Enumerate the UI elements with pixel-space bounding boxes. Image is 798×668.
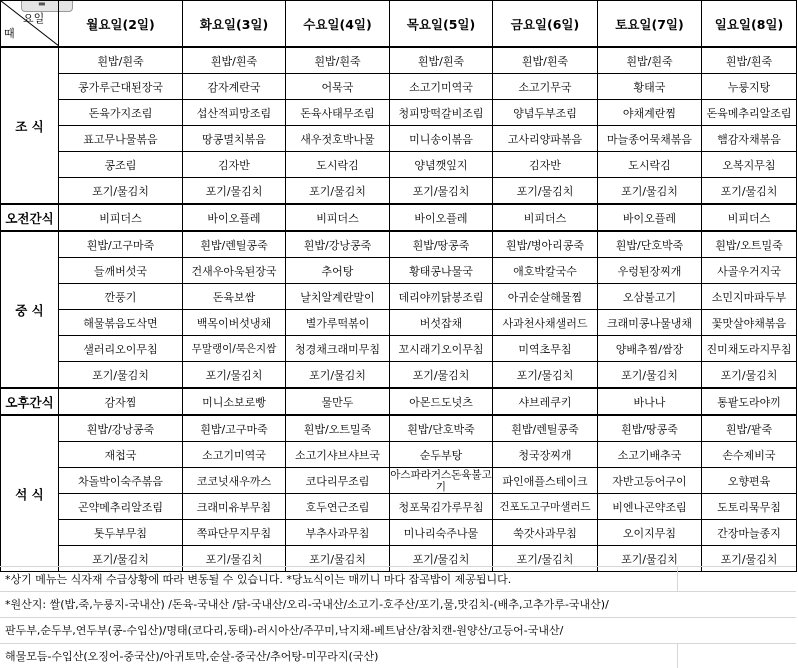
snack-cell: 바이오플레 [390, 204, 493, 231]
menu-cell: 미역초무침 [493, 336, 598, 362]
menu-cell: 간장마늘종지 [702, 520, 797, 546]
day-header: 일요일(8일) [702, 1, 797, 48]
snack-cell: 바나나 [598, 388, 702, 415]
menu-cell: 사골우거지국 [702, 258, 797, 284]
menu-cell: 포기/물김치 [286, 178, 390, 205]
menu-cell: 포기/물김치 [183, 178, 286, 205]
menu-cell: 톳두부무침 [59, 520, 183, 546]
note-line [0, 566, 796, 591]
menu-cell: 어묵국 [286, 74, 390, 100]
menu-cell: 흰밥/땅콩죽 [598, 415, 702, 442]
menu-cell: 흰밥/고구마죽 [183, 415, 286, 442]
morning-snack-label: 오전간식 [1, 204, 59, 231]
menu-cell: 흰밥/팥죽 [702, 415, 797, 442]
menu-cell: 포기/물김치 [183, 546, 286, 572]
breakfast-row [1, 178, 797, 205]
menu-cell: 양념깻잎지 [390, 152, 493, 178]
menu-cell: 오복지무침 [702, 152, 797, 178]
menu-cell: 도토리묵무침 [702, 494, 797, 520]
menu-cell: 쪽파단무지무침 [183, 520, 286, 546]
menu-cell: 데리야끼닭봉조림 [390, 284, 493, 310]
menu-cell: 돈육메추리알조림 [702, 100, 797, 126]
menu-cell: 청국장찌개 [493, 442, 598, 468]
menu-cell: 파인애플스테이크 [493, 468, 598, 494]
snack-cell: 비피더스 [493, 204, 598, 231]
menu-cell: 소고기샤브샤브국 [286, 442, 390, 468]
menu-cell: 표고무나물볶음 [59, 126, 183, 152]
menu-cell: 곤약메추리알조림 [59, 494, 183, 520]
breakfast-row [1, 47, 797, 74]
menu-cell: 호두연근조림 [286, 494, 390, 520]
menu-cell: 포기/물김치 [286, 546, 390, 572]
menu-cell: 해물볶음도삭면 [59, 310, 183, 336]
menu-cell: 흰밥/병아리콩죽 [493, 231, 598, 258]
menu-cell: 돈육가지조림 [59, 100, 183, 126]
menu-cell: 미나리숙주나물 [390, 520, 493, 546]
menu-cell: 황태국 [598, 74, 702, 100]
menu-cell: 청경채크래미무침 [286, 336, 390, 362]
menu-cell: 포기/물김치 [493, 362, 598, 389]
lunch-row [1, 310, 797, 336]
menu-cell: 사과천사채샐러드 [493, 310, 598, 336]
menu-cell: 재첩국 [59, 442, 183, 468]
menu-cell: 자반고등어구이 [598, 468, 702, 494]
breakfast-label: 조 식 [1, 47, 59, 204]
menu-cell: 흰밥/흰죽 [390, 47, 493, 74]
snack-cell: 바이오플레 [183, 204, 286, 231]
menu-cell: 포기/물김치 [390, 546, 493, 572]
breakfast-row [1, 126, 797, 152]
menu-cell: 양념두부조림 [493, 100, 598, 126]
lunch-row [1, 258, 797, 284]
day-header: 월요일(2일) [59, 1, 183, 48]
menu-cell: 도시락김 [598, 152, 702, 178]
day-header: 목요일(5일) [390, 1, 493, 48]
menu-cell: 포기/물김치 [59, 178, 183, 205]
menu-cell: 청피망떡갈비조림 [390, 100, 493, 126]
menu-cell: 포기/물김치 [598, 178, 702, 205]
menu-cell: 포기/물김치 [59, 546, 183, 572]
menu-cell: 아귀순살해물찜 [493, 284, 598, 310]
note-line [0, 617, 796, 642]
snack-cell: 바이오플레 [598, 204, 702, 231]
sheet-tab-grip-icon: ▬ [38, 0, 46, 8]
menu-cell: 햄감자채볶음 [702, 126, 797, 152]
menu-cell: 쑥갓사과무침 [493, 520, 598, 546]
menu-cell: 소고기미역국 [390, 74, 493, 100]
menu-cell: 소고기배추국 [598, 442, 702, 468]
snack-cell: 샤브레쿠키 [493, 388, 598, 415]
day-header: 토요일(7일) [598, 1, 702, 48]
menu-cell: 김자반 [493, 152, 598, 178]
menu-cell: 들깨버섯국 [59, 258, 183, 284]
menu-cell: 흰밥/흰죽 [286, 47, 390, 74]
dinner-row [1, 442, 797, 468]
menu-cell: 소고기미역국 [183, 442, 286, 468]
snack-cell: 미니소보로빵 [183, 388, 286, 415]
afternoon-snack-label: 오후간식 [1, 388, 59, 415]
menu-cell: 포기/물김치 [493, 546, 598, 572]
menu-cell: 흰밥/흰죽 [598, 47, 702, 74]
menu-cell: 돈육보쌈 [183, 284, 286, 310]
lunch-row [1, 336, 797, 362]
menu-cell: 포기/물김치 [390, 178, 493, 205]
menu-cell: 흰밥/강낭콩죽 [286, 231, 390, 258]
lunch-label: 중 식 [1, 231, 59, 388]
menu-cell: 돈육사태무조림 [286, 100, 390, 126]
menu-cell: 포기/물김치 [59, 362, 183, 389]
corner-time-label: 때 [4, 27, 15, 40]
menu-cell: 추어탕 [286, 258, 390, 284]
menu-cell: 꽃맛살야채볶음 [702, 310, 797, 336]
menu-cell: 새우젓호박나물 [286, 126, 390, 152]
menu-cell: 부추사과무침 [286, 520, 390, 546]
menu-cell: 아스파라거스돈육불고기 [390, 468, 492, 493]
menu-cell: 백목이버섯냉채 [183, 310, 286, 336]
lunch-row [1, 231, 797, 258]
menu-cell: 땅콩멸치볶음 [183, 126, 286, 152]
menu-cell: 누룽지탕 [702, 74, 797, 100]
menu-cell: 고사리양파볶음 [493, 126, 598, 152]
menu-cell: 흰밥/흰죽 [59, 47, 183, 74]
menu-cell: 포기/물김치 [286, 362, 390, 389]
afternoon-snack-row [1, 388, 797, 415]
menu-cell: 건새우아욱된장국 [183, 258, 286, 284]
menu-cell: 코코넛새우까스 [183, 468, 286, 494]
menu-cell: 포기/물김치 [702, 362, 797, 389]
corner-cell [1, 1, 59, 48]
menu-cell: 흰밥/땅콩죽 [390, 231, 493, 258]
menu-cell: 애호박칼국수 [493, 258, 598, 284]
menu-cell: 비엔나곤약조림 [598, 494, 702, 520]
snack-cell: 통팥도라야끼 [702, 388, 797, 415]
breakfast-row [1, 152, 797, 178]
menu-cell: 코다리무조림 [286, 468, 390, 494]
corner-day-label: 요일 [23, 12, 45, 25]
note-line [0, 591, 796, 616]
lunch-row [1, 284, 797, 310]
menu-cell: 콩가루근대된장국 [59, 74, 183, 100]
menu-cell: 소고기무국 [493, 74, 598, 100]
menu-cell: 샐러리오이무침 [59, 336, 183, 362]
snack-cell: 감자찜 [59, 388, 183, 415]
note-text: *원산지: 쌀(밥,죽,누룽지-국내산) /돈육-국내산 /닭-국내산/오리-국내산/소고기-호주산/포기,물,맛김치-(배추,고추가루-국내산)/ [5, 598, 609, 611]
menu-cell: 순두부탕 [390, 442, 493, 468]
menu-cell: 흰밥/단호박죽 [598, 231, 702, 258]
menu-cell: 청포묵김가루무침 [390, 494, 493, 520]
menu-cell: 소민지마파두부 [702, 284, 797, 310]
menu-cell: 포기/물김치 [183, 362, 286, 389]
menu-cell: 포기/물김치 [598, 546, 702, 572]
menu-cell: 콩조림 [59, 152, 183, 178]
header-row [1, 1, 797, 48]
lunch-row [1, 362, 797, 389]
snack-cell: 아몬드도넛츠 [390, 388, 493, 415]
day-header: 화요일(3일) [183, 1, 286, 48]
morning-snack-row [1, 204, 797, 231]
breakfast-row [1, 74, 797, 100]
day-header: 금요일(6일) [493, 1, 598, 48]
menu-cell: 흰밥/흰죽 [183, 47, 286, 74]
menu-cell: 미니송이볶음 [390, 126, 493, 152]
menu-cell: 포기/물김치 [702, 178, 797, 205]
menu-cell: 도시락김 [286, 152, 390, 178]
menu-cell: 포기/물김치 [493, 178, 598, 205]
dinner-row [1, 415, 797, 442]
menu-cell: 날치알계란말이 [286, 284, 390, 310]
menu-cell: 오이지무침 [598, 520, 702, 546]
menu-cell: 마늘종어묵채볶음 [598, 126, 702, 152]
menu-cell: 흰밥/흰죽 [702, 47, 797, 74]
menu-cell: 우렁된장찌개 [598, 258, 702, 284]
menu-cell: 오삼불고기 [598, 284, 702, 310]
menu-cell: 흰밥/고구마죽 [59, 231, 183, 258]
menu-cell: 흰밥/렌틸콩죽 [183, 231, 286, 258]
menu-cell: 오향편육 [702, 468, 797, 494]
menu-cell: 섭산적피망조림 [183, 100, 286, 126]
menu-cell: 크래미유부무침 [183, 494, 286, 520]
menu-cell: 흰밥/강낭콩죽 [59, 415, 183, 442]
menu-cell: 황태콩나물국 [390, 258, 493, 284]
menu-cell: 감자계란국 [183, 74, 286, 100]
menu-cell: 별가루떡볶이 [286, 310, 390, 336]
menu-cell: 양배추찜/쌈장 [598, 336, 702, 362]
dinner-row [1, 494, 797, 520]
breakfast-row [1, 100, 797, 126]
menu-cell: 흰밥/렌틸콩죽 [493, 415, 598, 442]
menu-cell: 흰밥/흰죽 [493, 47, 598, 74]
menu-cell: 포기/물김치 [598, 362, 702, 389]
menu-cell: 버섯잡채 [390, 310, 493, 336]
menu-cell: 흰밥/오트밀죽 [702, 231, 797, 258]
note-text: 판두부,순두부,연두부(콩-수입산)/명태(코다리,동태)-러시아산/주꾸미,낙지채-베트남산/참치캔-원양산/고등어-국내산/ [5, 624, 564, 637]
menu-cell: 꼬시래기오이무침 [390, 336, 493, 362]
menu-cell: 크래미콩나물냉채 [598, 310, 702, 336]
note-text: *상기 메뉴는 식자재 수급상황에 따라 변동될 수 있습니다. *당뇨식이는 매끼니 마다 잡곡밥이 제공됩니다. [5, 573, 512, 586]
dinner-row [1, 468, 797, 494]
menu-cell: 야채계란찜 [598, 100, 702, 126]
menu-cell: 건포도고구마샐러드 [493, 494, 598, 520]
menu-cell: 포기/물김치 [390, 362, 493, 389]
dinner-label: 석 식 [1, 415, 59, 572]
menu-cell: 흰밥/오트밀죽 [286, 415, 390, 442]
snack-cell: 비피더스 [286, 204, 390, 231]
menu-cell: 진미채도라지무침 [702, 336, 797, 362]
menu-cell: 무말랭이/묵은지쌈 [183, 336, 286, 362]
snack-cell: 비피더스 [702, 204, 797, 231]
snack-cell: 물만두 [286, 388, 390, 415]
menu-cell: 포기/물김치 [702, 546, 797, 572]
note-text: 해물모듬-수입산(오징어-중국산)/아귀토막,순살-중국산/추어탕-미꾸라지(국산) [5, 650, 379, 663]
day-header: 수요일(4일) [286, 1, 390, 48]
menu-cell: 차돌박이숙주볶음 [59, 468, 183, 494]
menu-cell: 손수제비국 [702, 442, 797, 468]
dinner-row [1, 520, 797, 546]
snack-cell: 비피더스 [59, 204, 183, 231]
menu-cell: 흰밥/단호박죽 [390, 415, 493, 442]
menu-cell: 깐풍기 [59, 284, 183, 310]
menu-cell: 김자반 [183, 152, 286, 178]
note-line [0, 643, 796, 668]
